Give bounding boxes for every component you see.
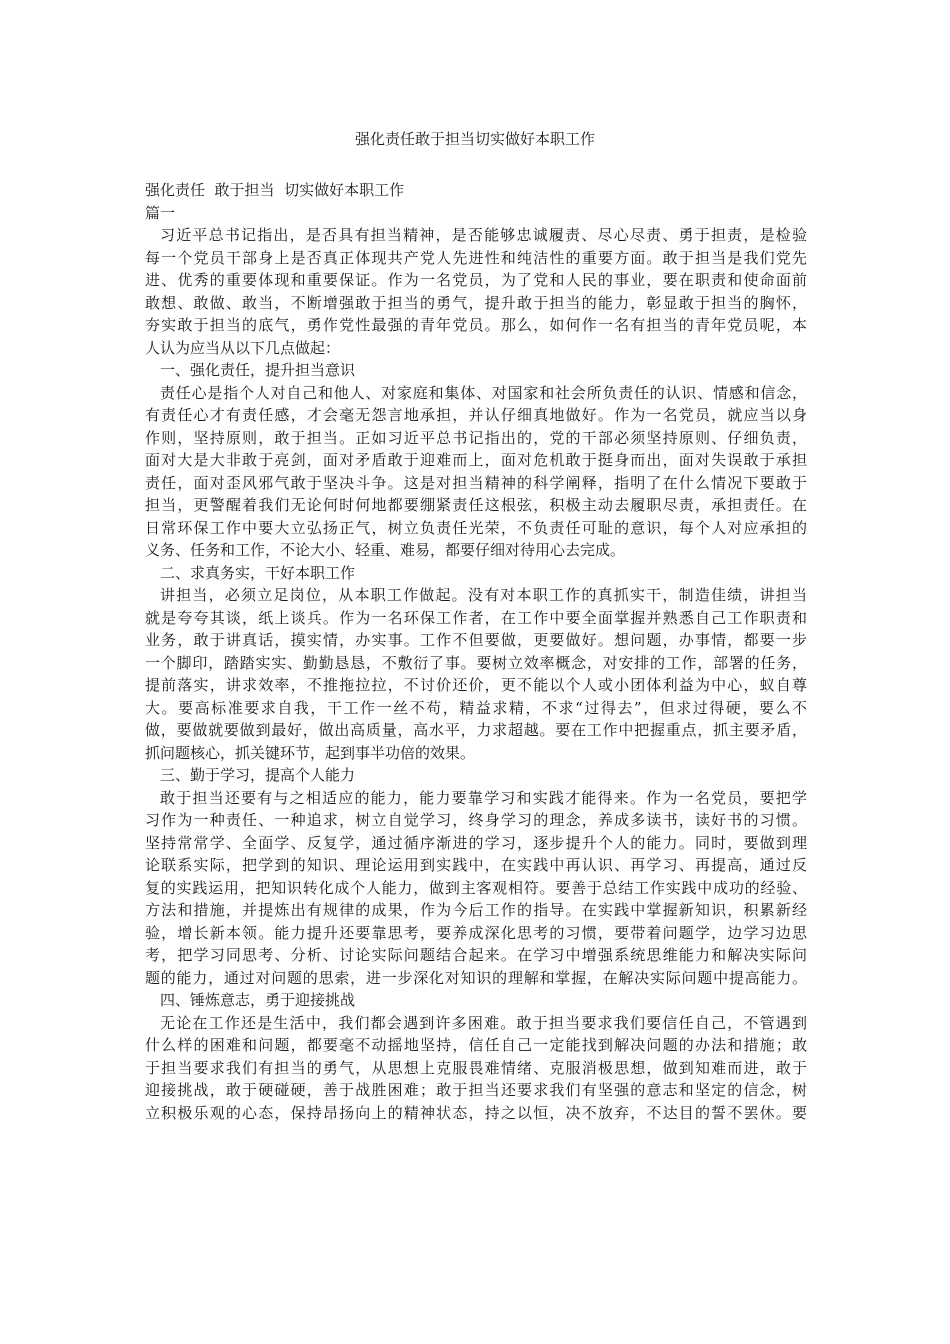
text-line: 敢想、敢做、敢当，不断增强敢于担当的勇气，提升敢于担当的能力，彰显敢于担当的胸怀， (145, 293, 807, 312)
text-line: 一个脚印，踏踏实实、勤勤恳恳，不敷衍了事。要树立效率概念，对安排的工作，部署的任务， (145, 653, 807, 672)
text-line: 论联系实际，把学到的知识、理论运用到实践中，在实践中再认识、再学习、再提高，通过反 (145, 856, 807, 874)
text-line: 义务、任务和工作，不论大小、轻重、难易，都要仔细对待用心去完成。 (145, 541, 626, 559)
text-line: 人认为应当从以下几点做起： (145, 338, 341, 357)
text-line: 抓问题核心，抓关键环节，起到事半功倍的效果。 (145, 743, 476, 762)
section-heading: 三、勤于学习，提高个人能力 (160, 766, 356, 784)
text-line: 于担当要求我们有担当的勇气，从思想上克服畏难情绪、克服消极思想，做到知难而进，敢于 (145, 1058, 807, 1077)
section-label: 篇一 (145, 203, 176, 222)
text-line: 考，把学习同思考、分析、讨论实际问题结合起来。在学习中增强系统思维能力和解决实际问 (145, 946, 807, 964)
text-line: 什么样的困难和问题，都要毫不动摇地坚持，信任自己一定能找到解决问题的办法和措施；敢 (145, 1036, 807, 1054)
text-line: 习近平总书记指出，是否具有担当精神，是否能够忠诚履责、尽心尽责、勇于担责，是检验 (160, 226, 807, 244)
text-line: 就是夸夸其谈，纸上谈兵。作为一名环保工作者，在工作中要全面掌握并熟悉自己工作职责和 (145, 608, 807, 627)
document-body (145, 179, 807, 1124)
section-heading: 二、求真务实，干好本职工作 (160, 563, 356, 582)
text-line: 方法和措施，并提炼出有规律的成果，作为今后工作的指导。在实践中掌握新知识，积累新经 (145, 901, 807, 919)
text-line: 复的实践运用，把知识转化成个人能力，做到主客观相符。要善于总结工作实践中成功的经验、 (145, 878, 807, 897)
text-line: 提前落实，讲求效率，不推拖拉拉，不讨价还价，更不能以个人或小团体利益为中心，蚁自尊 (145, 676, 807, 694)
text-line: 业务，敢于讲真话，摸实情，办实事。工作不但要做，更要做好。想问题，办事情，都要一步 (145, 631, 807, 649)
text-line: 进、优秀的重要体现和重要保证。作为一名党员，为了党和人民的事业，要在职责和使命面前 (145, 271, 807, 289)
text-line: 责任，面对歪风邪气敢于坚决斗争。这是对担当精神的科学阐释，指明了在什么情况下要敢于 (145, 473, 807, 492)
text-line: 习作为一种责任、一种追求，树立自觉学习，终身学习的理念，养成多读书，读好书的习惯。 (145, 811, 807, 829)
text-line: 作则，坚持原则，敢于担当。正如习近平总书记指出的，党的干部必须坚持原则、仔细负责， (145, 428, 807, 447)
text-line: 大。要高标准要求自我，干工作一丝不苟，精益求精，不求“过得去”，但求过得硬，要么不 (145, 698, 807, 717)
text-line: 验，增长新本领。能力提升还要靠思考，要养成深化思考的习惯，要带着问题学，边学习边思 (145, 923, 807, 942)
text-line: 有责任心才有责任感，才会毫无怨言地承担，并认仔细真地做好。作为一名党员，就应当以身 (145, 406, 807, 424)
section-heading: 四、锤炼意志，勇于迎接挑战 (160, 991, 356, 1009)
text-line: 每一个党员干部身上是否真正体现共产党人先进性和纯洁性的重要方面。敢于担当是我们党先 (145, 248, 807, 267)
section-heading: 一、强化责任，提升担当意识 (160, 361, 356, 379)
text-line: 立积极乐观的心态，保持昂扬向上的精神状态，持之以恒，决不放弃，不达目的誓不罢休。要 (145, 1103, 807, 1122)
text-line: 面对大是大非敢于亮剑，面对矛盾敢于迎难而上，面对危机敢于挺身而出，面对失误敢于承担 (145, 451, 807, 469)
text-line: 日常环保工作中要大立弘扬正气，树立负责任光荣，不负责任可耻的意识，每个人对应承担的 (145, 518, 807, 537)
text-line: 夯实敢于担当的底气，勇作党性最强的青年党员。那么，如何作一名有担当的青年党员呢，本 (145, 316, 807, 334)
document-subtitle: 强化责任 敢于担当 切实做好本职工作 (145, 181, 405, 199)
text-line: 无论在工作还是生活中，我们都会遇到许多困难。敢于担当要求我们要信任自己，不管遇到 (160, 1013, 807, 1032)
document-title: 强化责任敢于担当切实做好本职工作 (354, 130, 595, 148)
text-line: 做，要做就要做到最好，做出高质量，高水平，力求超越。要在工作中把握重点，抓主要矛盾， (145, 721, 807, 739)
text-line: 讲担当，必须立足岗位，从本职工作做起。没有对本职工作的真抓实干，制造佳绩，讲担当 (160, 586, 807, 604)
text-line: 题的能力，通过对问题的思索，进一步深化对知识的理解和掌握，在解决实际问题中提高能力。 (145, 968, 807, 987)
text-line: 坚持常常学、全面学、反复学，通过循序渐进的学习，逐步提升个人的能力。同时，要做到理 (145, 833, 807, 852)
text-line: 责任心是指个人对自己和他人、对家庭和集体、对国家和社会所负责任的认识、情感和信念， (160, 383, 807, 402)
body-text (145, 224, 807, 1124)
text-line: 敢于担当还要有与之相适应的能力，能力要靠学习和实践才能得来。作为一名党员，要把学 (160, 788, 807, 807)
text-line: 迎接挑战，敢于硬碰硬，善于战胜困难；敢于担当还要求我们有坚强的意志和坚定的信念，树 (145, 1081, 807, 1099)
text-line: 担当，更警醒着我们无论何时何地都要绷紧责任这根弦，积极主动去履职尽责，承担责任。在 (145, 496, 807, 514)
